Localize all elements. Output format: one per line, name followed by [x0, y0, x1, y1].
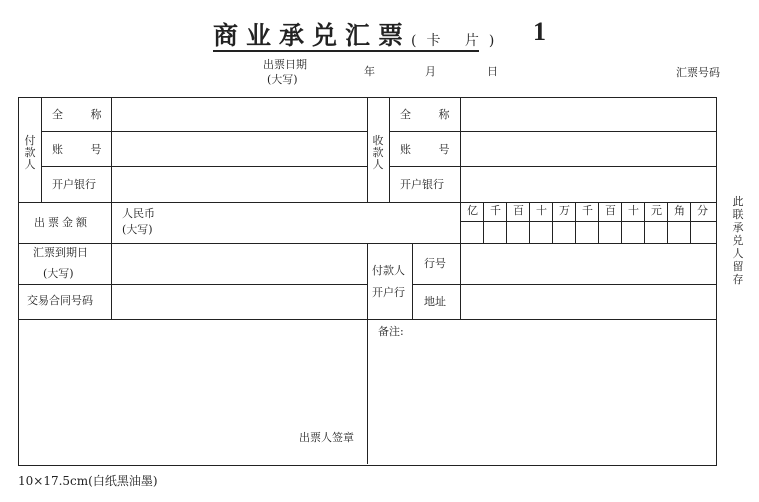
amount-digit-header: 百: [513, 204, 524, 217]
amount-digit-header: 元: [651, 204, 662, 217]
contract-number-label: 交易合同号码: [27, 294, 93, 307]
issue-date-label: 出票日期: [263, 58, 307, 71]
issue-date-label-sub: (大写): [267, 73, 298, 86]
payer-full-name-field[interactable]: [112, 98, 367, 131]
form-subtitle: (卡 片): [411, 33, 505, 49]
amount-digit-header: 十: [628, 204, 639, 217]
payee-full-name-field[interactable]: [461, 98, 716, 131]
amount-label: 出票金额: [34, 216, 90, 229]
day-label: 日: [487, 65, 498, 78]
payer-account-field[interactable]: [112, 132, 367, 166]
amount-digit-header: 亿: [467, 204, 478, 217]
payer-full-name-label: 全 称: [52, 108, 114, 121]
year-label: 年: [364, 65, 375, 78]
amount-digit-header: 十: [536, 204, 547, 217]
due-date-field[interactable]: [112, 244, 367, 284]
payee-bank-label: 开户银行: [400, 178, 444, 191]
draft-number-label: 汇票号码: [676, 66, 720, 79]
payee-bank-field[interactable]: [461, 167, 716, 202]
payer-account-label: 账 号: [52, 143, 114, 156]
signature-area[interactable]: [19, 320, 367, 464]
signature-label: 出票人签章: [299, 431, 354, 444]
payee-side-label: 收款人: [372, 134, 384, 171]
amount-currency-sub: (大写): [122, 223, 153, 236]
payee-account-label: 账 号: [400, 143, 462, 156]
amount-digit-header: 千: [490, 204, 501, 217]
contract-number-field[interactable]: [112, 285, 367, 319]
amount-digit-header: 万: [559, 204, 570, 217]
amount-digit-header: 角: [674, 204, 685, 217]
payer-bank-section-label: 付款人: [372, 264, 405, 277]
form-size-note: 10×17.5cm(白纸黑油墨): [18, 474, 158, 488]
payer-bank-label: 开户银行: [52, 178, 96, 191]
bank-line-number-field[interactable]: [461, 244, 716, 284]
amount-digit-header: 千: [582, 204, 593, 217]
amount-currency-label: 人民币: [122, 207, 155, 220]
payee-full-name-label: 全 称: [400, 108, 462, 121]
bank-address-label: 地址: [424, 295, 446, 308]
bank-address-field[interactable]: [461, 285, 716, 319]
due-date-label: 汇票到期日: [33, 246, 88, 259]
remarks-field[interactable]: [368, 340, 716, 464]
form-title: 商业承兑汇票: [213, 21, 412, 50]
payer-side-label: 付款人: [24, 134, 36, 171]
amount-digit-header: 分: [697, 204, 708, 217]
remarks-label: 备注:: [378, 325, 404, 338]
payee-account-field[interactable]: [461, 132, 716, 166]
amount-words-field[interactable]: [170, 203, 460, 243]
side-note: 此联承兑人留存: [732, 195, 744, 286]
payer-bank-section-label-sub: 开户行: [372, 286, 405, 299]
amount-digit-header: 百: [605, 204, 616, 217]
title-underline: [213, 50, 479, 52]
month-label: 月: [425, 65, 436, 78]
payer-bank-field[interactable]: [112, 167, 367, 202]
bank-line-number-label: 行号: [424, 257, 446, 270]
copy-number: 1: [533, 17, 546, 46]
due-date-label-sub: (大写): [43, 267, 74, 280]
